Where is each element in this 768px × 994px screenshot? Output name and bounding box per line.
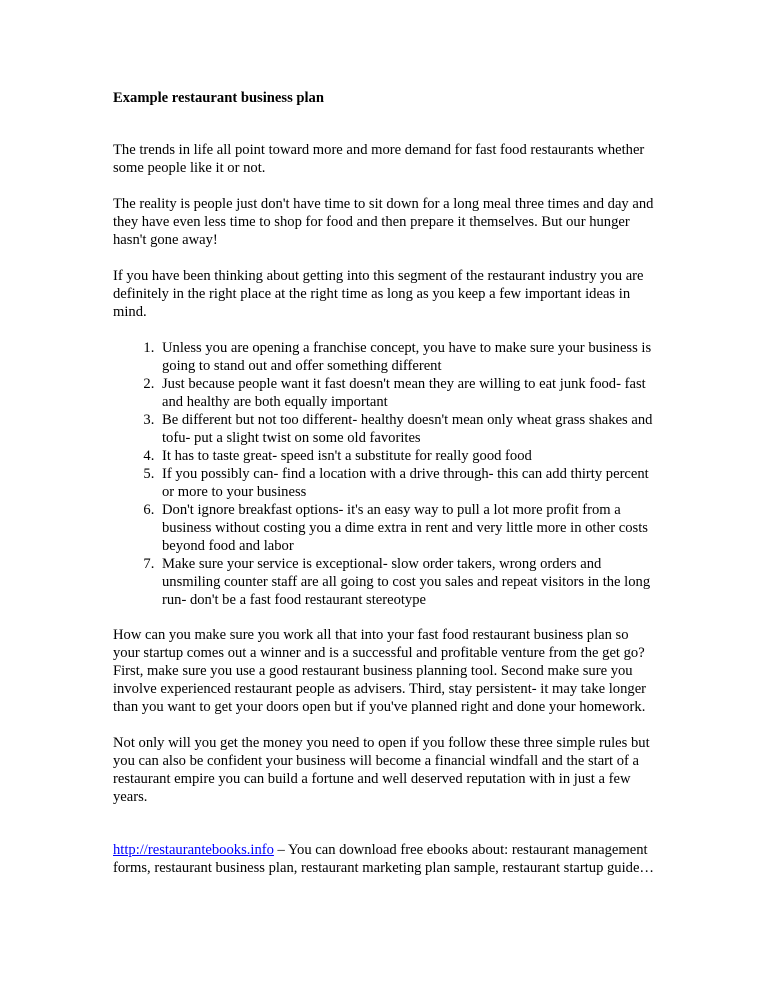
list-item: 4. It has to taste great- speed isn't a substitute for really good food: [158, 447, 658, 465]
document-title: Example restaurant business plan: [113, 90, 324, 106]
intro-paragraph-2: The reality is people just don't have time to sit down for a long meal three times and day and they have even less time to shop for food and then prepare it themselves. But our hunger hasn't gone away!: [113, 196, 654, 248]
list-item: 3. Be different but not too different- healthy doesn't mean only wheat grass shakes and tofu- put a slight twist on some old favorites: [158, 411, 658, 447]
document-page: [113, 89, 658, 895]
closing-paragraph-2: Not only will you get the money you need to open if you follow these three simple rules but you can also be confident your business will become a financial windfall and the start of a restaurant empire you can build a fortune and well deserved reputation with in just a few years.: [113, 735, 650, 805]
intro-paragraph-1: The trends in life all point toward more and more demand for fast food restaurants whether some people like it or not.: [113, 142, 645, 176]
list-item: 1. Unless you are opening a franchise concept, you have to make sure your business is going to stand out and offer something different: [158, 339, 658, 375]
intro-paragraph-3: If you have been thinking about getting into this segment of the restaurant industry you are definitely in the right place at the right time as long as you keep a few important ideas in mind.: [113, 268, 644, 320]
list-item: 7. Make sure your service is exceptional- slow order takers, wrong orders and unsmiling counter staff are all going to cost you sales and repeat visitors in the long run- don't be a fast food restaurant stereotype: [158, 555, 658, 609]
list-item: 5. If you possibly can- find a location with a drive through- this can add thirty percent or more to your business: [158, 465, 658, 501]
closing-paragraph-1: How can you make sure you work all that into your fast food restaurant business plan so your startup comes out a winner and is a successful and profitable venture from the get go? First, make sure you use a good restaurant business planning tool. Second make sure you involve experienced restaurant people as advisers. Third, stay persistent- it may take longer than you want to get your doors open but if you've planned right and done your homework.: [113, 627, 647, 715]
footer-paragraph: [113, 841, 658, 877]
footer-text: – You can download free ebooks about: restaurant management forms, restaurant business plan, restaurant marketing plan sample, restaurant startup guide…: [113, 842, 655, 876]
list-item: 2. Just because people want it fast doesn't mean they are willing to eat junk food- fast and healthy are both equally important: [158, 375, 658, 411]
tips-list: [113, 339, 658, 609]
restaurantebooks-link[interactable]: http://restaurantebooks.info: [113, 842, 274, 858]
list-item: 6. Don't ignore breakfast options- it's an easy way to pull a lot more profit from a business without costing you a dime extra in rent and very little more in other costs beyond food and labor: [158, 501, 658, 555]
